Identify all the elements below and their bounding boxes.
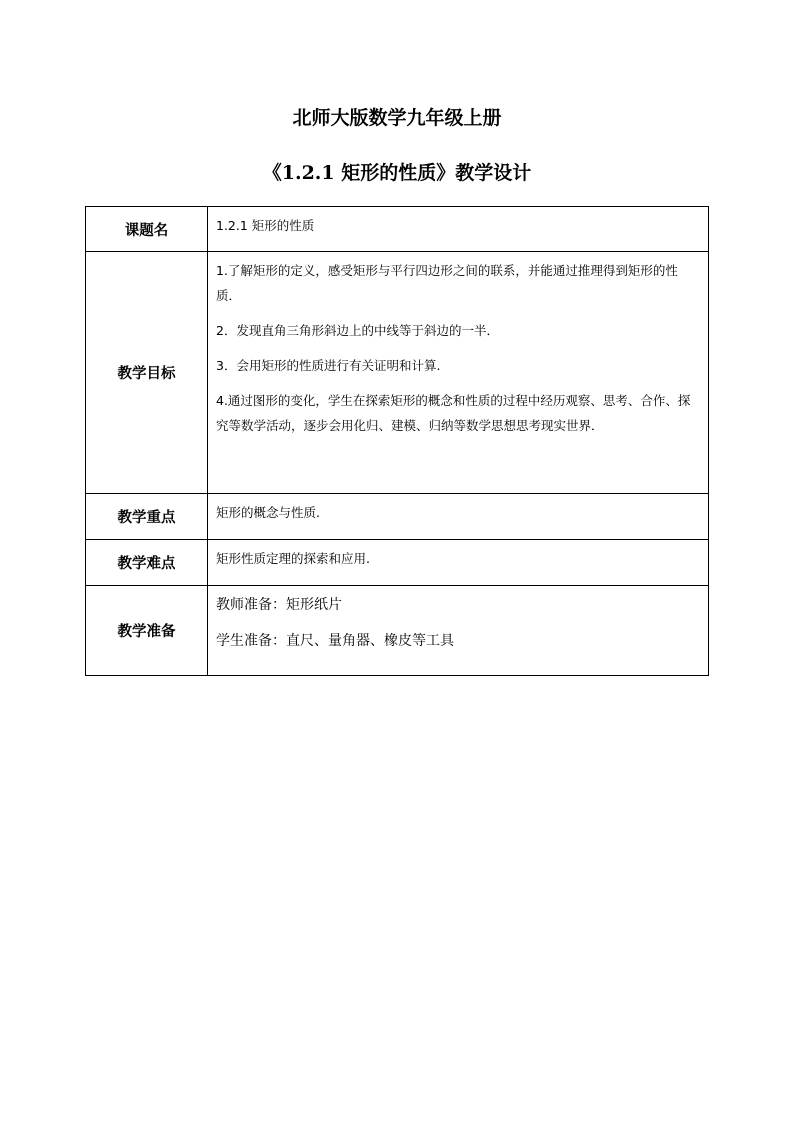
preparation-teacher: 教师准备：矩形纸片 [216,597,342,613]
difficulties-value: 矩形性质定理的探索和应用. [216,551,370,566]
key-points-label: 教学重点 [86,494,208,540]
table-row-preparation [86,586,709,676]
difficulties-label: 教学难点 [86,540,208,586]
preparation-label: 教学准备 [86,586,208,676]
topic-label: 课题名 [86,207,208,252]
preparation-student: 学生准备：直尺、量角器、橡皮等工具 [216,633,454,649]
lesson-plan-table [85,206,709,676]
goal-item-3: 3．会用矩形的性质进行有关证明和计算. [216,358,441,373]
table-row-key-points [86,494,709,540]
preparation-cell [208,586,709,676]
key-points-cell [208,494,709,540]
table-row-topic [86,207,709,252]
goals-label: 教学目标 [86,252,208,494]
goal-item-4: 4.通过图形的变化，学生在探索矩形的概念和性质的过程中经历观察、思考、合作、探究等数学活动，逐步会用化归、建模、归纳等数学思想思考现实世界． [216,393,691,433]
topic-value: 1.2.1 矩形的性质 [216,218,315,233]
goal-item-2: 2．发现直角三角形斜边上的中线等于斜边的一半． [216,323,499,338]
table-row-difficulties [86,540,709,586]
document-title: 北师大版数学九年级上册 [292,107,502,129]
topic-cell [208,207,709,252]
goal-item-1: 1.了解矩形的定义，感受矩形与平行四边形之间的联系，并能通过推理得到矩形的性质． [216,263,678,303]
key-points-value: 矩形的概念与性质. [216,505,320,520]
table-row-goals [86,252,709,494]
goals-cell [208,252,709,494]
document-subtitle: 《1.2.1 矩形的性质》教学设计 [262,162,532,184]
difficulties-cell [208,540,709,586]
